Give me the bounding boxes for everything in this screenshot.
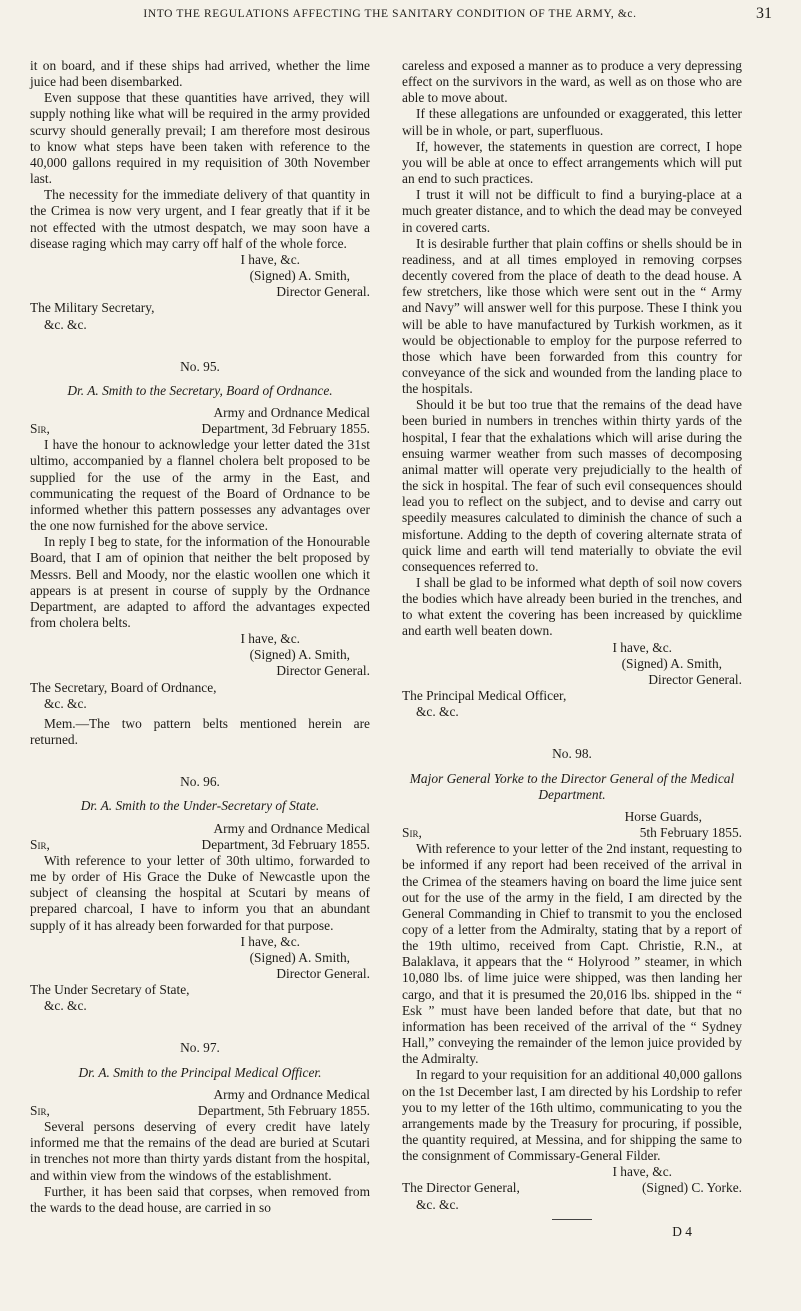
paragraph: Even suppose that these quantities have arrived, they will supply nothing like what will be required in the army provided scurvy should generally prevail; I am therefore most desirous to know what steps have been taken with reference to the 40,000 gallons required in my requisition of 30th November last. [30, 90, 370, 187]
letter-title: Dr. A. Smith to the Under-Secretary of State. [80, 798, 320, 814]
letter-date: 5th February 1855. [639, 825, 742, 841]
recipient-etc: &c. &c. [44, 998, 87, 1014]
recipient-etc: &c. &c. [44, 695, 87, 711]
signature: (Signed) A. Smith, [249, 647, 350, 663]
letter-address: Army and Ordnance Medical [213, 404, 370, 420]
closing: I have, &c. [612, 639, 672, 655]
letter-date: Department, 3d February 1855. [201, 421, 370, 437]
salutation: Sir, [30, 421, 50, 437]
right-column [402, 58, 742, 1240]
paragraph: Should it be but too true that the remains of the dead have been buried in numbers in trenches within thirty yards of the hospital, I fear that the exhalations which will arise during the ensuing warmer weather from such masses of decomposing animal matter will operate very prejudicially to the health of the sick in hospital. The fear of such evil consequences should lead you to reflect on the subject, and to devise and carry out speedily measures calculated to diminish the chance of such a misfortune. Adding to the depth of covering alternate strata of quick lime and earth will tend materially to obviate the evil consequences referred to. [402, 397, 742, 574]
closing: I have, &c. [612, 1164, 672, 1180]
recipient: The Director General, [402, 1180, 520, 1196]
signature: (Signed) A. Smith, [621, 655, 722, 671]
letter-title: Dr. A. Smith to the Secretary, Board of Ordnance. [67, 382, 333, 398]
recipient: The Secretary, Board of Ordnance, [30, 679, 217, 695]
paragraph: It is desirable further that plain coffins or shells should be in readiness, and at all times employed in removing corpses decently covered from the place of death to the dead house. A few stretchers, like those which were sent out in the “ Army and Navy” will answer well for this purpose. These I think you will be able to have manufactured by Turkish workmen, as it would be objectionable to employ for the purpose referred to those which have been forwarded from this country for conveyance of the sick and wounded from the landing place to the hospitals. [402, 235, 742, 397]
letter-title: Dr. A. Smith to the Principal Medical Officer. [78, 1064, 322, 1080]
letter-date: Department, 3d February 1855. [201, 836, 370, 852]
left-column [30, 58, 370, 1216]
closing: I have, &c. [240, 631, 300, 647]
closing: I have, &c. [240, 933, 300, 949]
recipient-etc: &c. &c. [416, 1196, 459, 1212]
paragraph: With reference to your letter of the 2nd instant, requesting to be informed if any report had been received of the arrival in the Crimea of the steamers having on board the lime juice sent out for the use of the army in the field, I am directed by the General Commanding in Chief to transmit to you the enclosed copy of a letter from the Admiralty, stating that by a report of the 19th ultimo, received from Capt. Christie, R.N., at Balaklava, it appears that the “ Holyrood ” steamer, in which 10,080 lbs. of lime juice were shipped, was then landing her cargo, and that it is presumed the 20,016 lbs. shipped in the “ Esk ” must have been landed before that date, but that no information has been received of the arrival of the “ Sydney Hall,” conveying the remainder of the lemon juice provided by the Admiralty. [402, 841, 742, 1067]
letter-title: Major General Yorke to the Director General of the Medical Department. [409, 770, 735, 802]
letter-number: No. 95. [180, 358, 220, 374]
paragraph: With reference to your letter of 30th ultimo, forwarded to me by order of His Grace the Duke of Newcastle upon the subject of cleansing the hospital at Scutari by means of prepared charcoal, I have to inform you that an abundant supply of it has already been forwarded for that purpose. [30, 852, 370, 933]
recipient-etc: &c. &c. [416, 704, 459, 720]
closing: I have, &c. [240, 251, 300, 267]
recipient-etc: &c. &c. [44, 316, 87, 332]
salutation: Sir, [402, 825, 422, 841]
page-header [30, 5, 772, 52]
paragraph: If, however, the statements in question are correct, I hope you will be able at once to effect arrangements which will put an end to such practices. [402, 138, 742, 187]
letter-number: No. 98. [552, 746, 592, 762]
signature-title: Director General. [648, 671, 742, 687]
paragraph: In reply I beg to state, for the information of the Honourable Board, that I am of opinion that neither the belt proposed by Messrs. Bell and Moody, nor the elastic woollen one which it appears is at present in course of supply by the Ordnance Department, are adapted to afford the advantages expected from cholera belts. [30, 534, 370, 630]
signature-title: Director General. [276, 284, 370, 300]
memo: Mem.—The two pattern belts mentioned herein are returned. [30, 715, 370, 748]
letter-number: No. 97. [180, 1040, 220, 1056]
paragraph: careless and exposed a manner as to produce a very depressing effect on the survivors in the ward, as well as on those who are able to move about. [402, 58, 742, 106]
paragraph: it on board, and if these ships had arrived, whether the lime juice had been disembarked. [30, 58, 370, 90]
signature-mark: D 4 [672, 1223, 692, 1239]
paragraph: Further, it has been said that corpses, when removed from the wards to the dead house, are carried in so [30, 1183, 370, 1215]
page-number: 31 [756, 5, 772, 22]
paragraph: If these allegations are unfounded or exaggerated, this letter will be in whole, or part, superfluous. [402, 106, 742, 138]
paragraph: I shall be glad to be informed what depth of soil now covers the bodies which have already been buried in the trenches, and to what extent the covering has been increased by quicklime and earth well beaten down. [402, 575, 742, 639]
recipient: The Principal Medical Officer, [402, 688, 567, 704]
letter-number: No. 96. [180, 774, 220, 790]
paragraph: Several persons deserving of every credit have lately informed me that the remains of the dead are buried at Scutari in trenches not more than thirty yards distant from the hospital, and within view from the windows of the establishment. [30, 1119, 370, 1183]
salutation: Sir, [30, 1102, 50, 1118]
running-head: INTO THE REGULATIONS AFFECTING THE SANITARY CONDITION OF THE ARMY, &c. [143, 8, 637, 20]
divider-rule [552, 1219, 592, 1220]
paragraph: In regard to your requisition for an additional 40,000 gallons on the 1st December last, I am directed by his Lordship to refer you to my letter of the 16th ultimo, communicating to you the arrangements made by the Treasury for procuring, if possible, the quantity required, at Messina, and for shipping the same to the consignment of Commissary-General Filder. [402, 1067, 742, 1164]
recipient: The Under Secretary of State, [30, 982, 190, 998]
signature: (Signed) A. Smith, [249, 268, 350, 284]
signature: (Signed) A. Smith, [249, 949, 350, 965]
letter-address: Horse Guards, [624, 808, 702, 824]
signature: (Signed) C. Yorke. [641, 1180, 742, 1196]
paragraph: I trust it will not be difficult to find a burying-place at a much greater distance, and to which the dead may be conveyed in covered carts. [402, 187, 742, 235]
recipient: The Military Secretary, [30, 300, 155, 316]
letter-address: Army and Ordnance Medical [213, 820, 370, 836]
signature-title: Director General. [276, 663, 370, 679]
paragraph: The necessity for the immediate delivery of that quantity in the Crimea is now very urgent, and I fear greatly that if it be not effected with the utmost despatch, we may soon have a disease raging which may carry off half of the whole force. [30, 187, 370, 251]
signature-title: Director General. [276, 965, 370, 981]
salutation: Sir, [30, 836, 50, 852]
letter-address: Army and Ordnance Medical [213, 1086, 370, 1102]
paragraph: I have the honour to acknowledge your letter dated the 31st ultimo, accompanied by a flannel cholera belt proposed to be supplied for the use of the army in the East, and communicating the request of the Board of Ordnance to be informed whether this pattern possesses any advantages over the one now furnished for the above service. [30, 437, 370, 534]
letter-date: Department, 5th February 1855. [197, 1102, 370, 1118]
